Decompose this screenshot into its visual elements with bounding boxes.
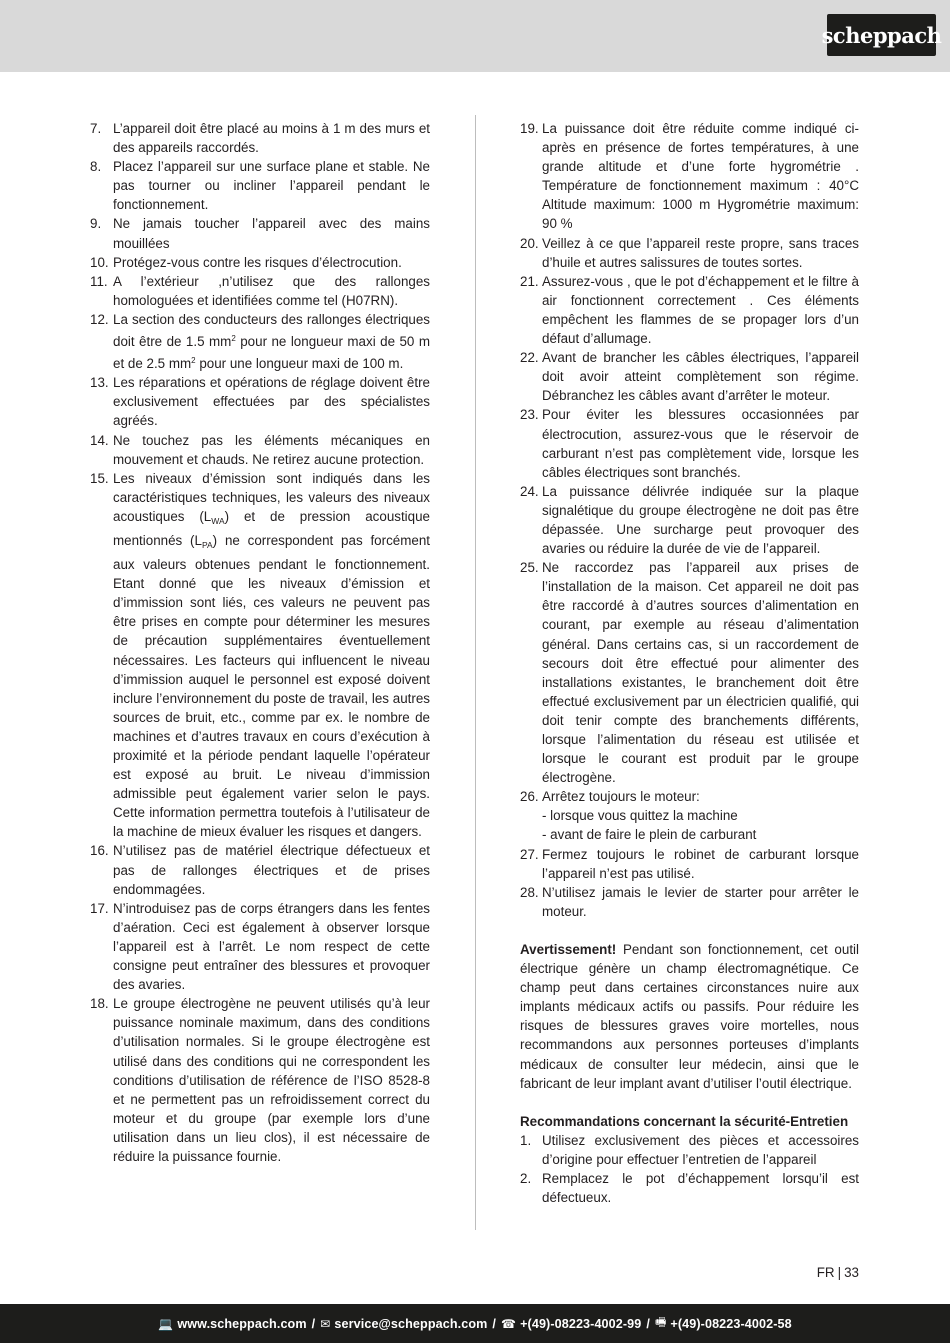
list-item bbox=[90, 310, 430, 373]
right-column bbox=[520, 119, 859, 1207]
footer-separator: / bbox=[646, 1316, 650, 1331]
item-text: A l’extérieur ,n’utilisez que des rallonges homologuées et identifiées comme tel (H07RN). bbox=[113, 273, 430, 308]
list-item bbox=[90, 272, 430, 310]
list-item bbox=[90, 469, 430, 842]
item-number: 28. bbox=[520, 884, 539, 900]
list-item bbox=[520, 348, 859, 405]
item-number: 16. bbox=[90, 843, 109, 859]
item-number: 12. bbox=[90, 311, 109, 327]
item-text: N’introduisez pas de corps étrangers dans les fentes d’aération. Ceci est également à observer lorsque l’appareil est à l’arrêt. Le nom respect de cette consigne peut entraîner des blessures et provoquer des avaries. bbox=[113, 900, 430, 993]
item-number: 20. bbox=[520, 235, 539, 251]
list-item bbox=[90, 841, 430, 898]
superscript: 2 bbox=[231, 334, 236, 344]
item-number: 15. bbox=[90, 470, 109, 486]
spacer bbox=[520, 921, 859, 940]
item-text: Le groupe électrogène ne peuvent utilisés qu’à leur puissance nominale maximum, dans des conditions d’utilisation normales. Si le groupe électrogène est utilisé dans des conditions qui ne correspondent les conditions d’utilisation de référence de l’ISO 8528-8 et ne permettent pas un refroidissement correct du moteur et du groupe (par exemple lors d’une utilisation dans un lieu clos), il est nécessaire de réduire la puissance fournie. bbox=[113, 996, 430, 1164]
item-number: 2. bbox=[520, 1170, 532, 1186]
item-text: Avant de brancher les câbles électriques, l’appareil doit avoir atteint complètement son régime. Débranchez les câbles avant d’arrêter le moteur. bbox=[542, 350, 859, 404]
list-item bbox=[520, 883, 859, 921]
item-text bbox=[542, 787, 859, 844]
item-number: 10. bbox=[90, 254, 109, 270]
footer-separator: / bbox=[311, 1316, 316, 1331]
item-text: Utilisez exclusivement des pièces et accessoires d’origine pour effectuer l’entretien de l’appareil bbox=[542, 1132, 859, 1167]
item-number: 25. bbox=[520, 560, 539, 576]
item-number: 24. bbox=[520, 483, 539, 499]
page-number bbox=[817, 1265, 859, 1280]
left-column bbox=[90, 119, 430, 1166]
text-part: Les niveaux d’émission sont indiqués dans les caractéristiques techniques, les valeurs des niveaux acoustiques (L bbox=[113, 470, 430, 524]
warning-paragraph bbox=[520, 940, 859, 1093]
list-item bbox=[520, 234, 859, 272]
text-part: pour une longueur maxi de 100 m. bbox=[195, 356, 404, 372]
list-item bbox=[90, 253, 430, 272]
list-item bbox=[520, 119, 859, 234]
item-number: 26. bbox=[520, 789, 539, 805]
language-code: FR bbox=[816, 1265, 835, 1280]
item-number: 13. bbox=[90, 375, 109, 391]
page-num: 33 bbox=[844, 1265, 859, 1280]
fax-number: +(49)-08223-4002-58 bbox=[670, 1316, 792, 1331]
item-text: N’utilisez pas de matériel électrique défectueux et pas de rallonges électriques et de prises endommagées. bbox=[113, 843, 430, 897]
item-lead: Arrêtez toujours le moteur: bbox=[542, 789, 700, 805]
item-number: 27. bbox=[520, 846, 539, 862]
maintenance-list bbox=[520, 1131, 859, 1207]
item-text: L’appareil doit être placé au moins à 1 m des murs et des appareils raccordés. bbox=[113, 121, 430, 156]
list-item bbox=[90, 119, 430, 157]
column-divider bbox=[475, 115, 476, 1230]
safety-list-left bbox=[90, 119, 430, 1166]
computer-icon: 💻 bbox=[158, 1316, 174, 1331]
text-part: ) et de pression acoustique mentionnés (L bbox=[113, 508, 431, 548]
item-number: 18. bbox=[90, 996, 109, 1012]
item-text: La puissance délivrée indiquée sur la plaque signalétique du groupe électrogène ne doit pas être dépassée. Une surcharge peut provoquer des avaries ou réduire la durée de vie de l’appareil. bbox=[542, 483, 859, 557]
item-number: 21. bbox=[520, 273, 539, 289]
website-link[interactable]: www.scheppach.com bbox=[177, 1316, 307, 1331]
text-part: pour ne longueur maxi de 50 m et de 2.5 mm bbox=[113, 334, 430, 372]
item-text: Placez l’appareil sur une surface plane et stable. Ne pas tourner ou incliner l’appareil pendant le fonctionnement. bbox=[113, 159, 430, 213]
item-text: Assurez-vous , que le pot d’échappement et le filtre à air fonctionnent correctement . Ces éléments empêchent les flammes de se propager lors d’un défaut d’allumage. bbox=[542, 273, 859, 347]
item-text: Ne touchez pas les éléments mécaniques en mouvement et chauds. Ne retirez aucune protection. bbox=[113, 432, 430, 467]
item-number: 14. bbox=[90, 432, 109, 448]
brand-logo: scheppach bbox=[827, 14, 936, 56]
subscript: PA bbox=[201, 539, 213, 550]
list-item bbox=[90, 373, 430, 430]
sub-item: - avant de faire le plein de carburant bbox=[542, 827, 757, 843]
footer-band bbox=[0, 1304, 950, 1343]
item-text: N’utilisez jamais le levier de starter pour arrêter le moteur. bbox=[542, 884, 859, 919]
footer-separator: / bbox=[492, 1316, 497, 1331]
fax-icon: 🖷 bbox=[654, 1315, 667, 1329]
list-item bbox=[90, 994, 430, 1166]
list-item bbox=[90, 157, 430, 214]
list-item bbox=[520, 845, 859, 883]
safety-list-right bbox=[520, 119, 859, 921]
item-text: Protégez-vous contre les risques d’électrocution. bbox=[113, 254, 402, 270]
list-item bbox=[520, 558, 859, 787]
item-number: 11. bbox=[90, 273, 108, 289]
item-text bbox=[113, 469, 430, 842]
item-text: Pour éviter les blessures occasionnées par électrocution, assurez-vous que le réservoir de carburant n’est pas complètement vide, lorsque les câbles électriques sont branchés. bbox=[542, 407, 859, 480]
text-part: ) ne correspondent pas forcément aux valeurs obtenues pendant le fonctionnement. Etant donné que les niveaux d’émission et d’immission sont liés, ces valeurs ne peuvent pas être prises en compte pour déterminer les mesures de précaution supplémentaires éventuellement nécessaires. Les facteurs qui influencent le niveau d’immission auquel le personnel est exposé doivent inclure l’environnement du poste de travail, les autres sources de bruit, etc., comme par ex. le nombre de machines et d’autres travaux en cours d’exécution à proximité et la période pendant laquelle l’opérateur est exposé au bruit. Le niveau d’immission admissible peut également varier selon le pays. Cette information permettra toutefois à l’utilisateur de la machine de mieux évaluer les risques et dangers. bbox=[113, 532, 430, 840]
item-text: Les réparations et opérations de réglage doivent être exclusivement effectuées par des spécialistes agréés. bbox=[113, 375, 430, 429]
mail-icon: ✉ bbox=[320, 1316, 331, 1331]
sub-item: - lorsque vous quittez la machine bbox=[542, 808, 738, 824]
item-number: 22. bbox=[520, 350, 539, 366]
item-number: 9. bbox=[90, 216, 102, 232]
item-text: La puissance doit être réduite comme indiqué ci-après en présence de fortes températures, à une grande altitude et d’une forte hygrométrie . Température de fonctionnement maximum : 40°C Altitude maximum: 1000 m Hygrométrie maximum: 90 % bbox=[542, 121, 859, 232]
item-text: Veillez à ce que l’appareil reste propre, sans traces d’huile et autres salissures de toutes sortes. bbox=[542, 235, 859, 270]
item-number: 8. bbox=[90, 159, 102, 175]
list-item bbox=[90, 214, 430, 252]
item-text bbox=[113, 310, 430, 373]
item-number: 17. bbox=[90, 900, 109, 916]
list-item bbox=[520, 1169, 859, 1207]
email-link[interactable]: service@scheppach.com bbox=[334, 1316, 488, 1331]
warning-text: Pendant son fonctionnement, cet outil électrique génère un champ électromagnétique. Ce champ peut dans certaines circonstances nuire aux implants médicaux actifs ou passifs. Pour réduire les risques de blessures graves voire mortelles, nous recommandons aux personnes porteuses d’implants médicaux de consulter leur médecin, ainsi que le fabricant de leur implant avant d’utiliser l’outil électrique. bbox=[520, 941, 859, 1091]
spacer bbox=[520, 1093, 859, 1112]
item-number: 23. bbox=[520, 407, 539, 423]
list-item bbox=[520, 1131, 859, 1169]
list-item bbox=[520, 405, 859, 481]
item-number: 7. bbox=[90, 121, 102, 136]
list-item bbox=[520, 787, 859, 844]
phone-number[interactable]: +(49)-08223-4002-99 bbox=[520, 1316, 642, 1331]
item-text: Fermez toujours le robinet de carburant lorsque l’appareil n’est pas utilisé. bbox=[542, 846, 859, 881]
page-separator: | bbox=[837, 1265, 842, 1280]
warning-label: Avertissement! bbox=[520, 941, 617, 957]
superscript: 2 bbox=[191, 356, 196, 366]
item-text: Ne raccordez pas l’appareil aux prises de l’installation de la maison. Cet appareil ne doit pas être raccordé à d’autres sources d’alimentation en courant, par exemple au réseau d’alimentation général. Dans certains cas, si un raccordement de secours doit être effectué pour alimenter des installations existantes, le branchement doit être effectué exclusivement par un électricien qualifié, qui doit tenir compte des branchements différents, lorsque l’alimentation du réseau est utilisée et lorsque le courant est produit par le groupe électrogène. bbox=[542, 560, 859, 786]
item-number: 1. bbox=[520, 1132, 532, 1148]
phone-icon: ☎ bbox=[501, 1316, 517, 1331]
list-item bbox=[90, 899, 430, 994]
item-number: 19. bbox=[520, 121, 539, 136]
maintenance-title: Recommandations concernant la sécurité-Entretien bbox=[520, 1113, 849, 1129]
subscript: WA bbox=[211, 515, 225, 526]
header-band bbox=[0, 0, 950, 72]
item-text: Ne jamais toucher l’appareil avec des mains mouillées bbox=[113, 216, 430, 251]
list-item bbox=[520, 482, 859, 558]
list-item bbox=[90, 431, 430, 469]
text-part: La section des conducteurs des rallonges électriques doit être de 1.5 mm bbox=[113, 311, 430, 350]
item-text: Remplacez le pot d’échappement lorsqu’il est défectueux. bbox=[542, 1170, 859, 1206]
list-item bbox=[520, 272, 859, 348]
